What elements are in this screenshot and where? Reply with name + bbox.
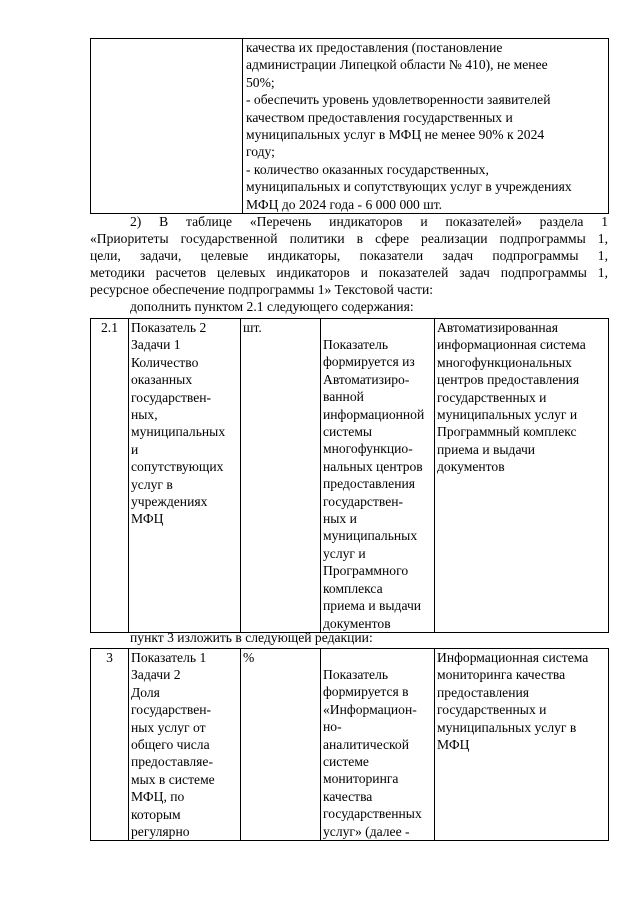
row-number: 3 xyxy=(91,649,129,841)
add-point-instruction: дополнить пунктом 2.1 следующего содержания: xyxy=(130,299,414,314)
indicator-table-3 xyxy=(90,648,609,841)
table-row xyxy=(91,649,609,841)
table-row xyxy=(91,39,609,214)
paragraph-line: «Приоритеты государственной политики в сфере реализации подпрограммы 1, xyxy=(90,231,608,246)
point-3-instruction: пункт 3 изложить в следующей редакции: xyxy=(130,630,373,645)
paragraph-line: цели, задачи, целевые индикаторы, показатели задач подпрограммы 1, xyxy=(90,248,608,263)
indicator-name: Показатель 1 Задачи 2 Доля государствен- ных услуг от общего числа предоставляе- мых в системе МФЦ, по которым регулярно xyxy=(129,649,241,841)
indicator-name: Показатель 2 Задачи 1 Количество оказанных государствен- ных, муниципальных и сопутствующих услуг в учреждениях МФЦ xyxy=(129,319,241,633)
indicator-unit: % xyxy=(241,649,321,841)
row-number: 2.1 xyxy=(91,319,129,633)
table-row xyxy=(91,319,609,633)
paragraph-line: 2) В таблице «Перечень индикаторов и показателей» раздела 1 xyxy=(130,214,608,229)
indicator-source: Показатель формируется в «Информацион- но- аналитической системе мониторинга качества государственных услуг» (далее - xyxy=(321,649,435,841)
goals-cell: качества их предоставления (постановление администрации Липецкой области № 410), не менее 50%; - обеспечить уровень удовлетворенности заявителей качеством предоставления государственных и муниципальных услуг в МФЦ не менее 90% к 2024 году; - количество оказанных государственных, муниципальных и сопутствующих услуг в учреждениях МФЦ до 2024 года - 6 000 000 шт. xyxy=(243,39,609,214)
indicator-system: Автоматизированная информационная система многофункциональных центров предоставления государственных и муниципальных услуг и Программный комплекс приема и выдачи документов xyxy=(435,319,609,633)
paragraph-line: ресурсное обеспечение подпрограммы 1» Текстовой части: xyxy=(90,282,434,297)
indicator-unit: шт. xyxy=(241,319,321,633)
top-table xyxy=(90,38,609,214)
indicator-system: Информационная система мониторинга качества предоставления государственных и муниципальных услуг в МФЦ xyxy=(435,649,609,841)
paragraph-line: методики расчетов целевых индикаторов и показателей задач подпрограммы 1, xyxy=(90,265,608,280)
empty-cell xyxy=(91,39,243,214)
indicator-table-2-1 xyxy=(90,318,609,633)
indicator-source: Показатель формируется из Автоматизиро- ванной информационной системы многофункцио- нальных центров предоставления государствен- ных и муниципальных услуг и Программного комплекса приема и выдачи документов xyxy=(321,319,435,633)
